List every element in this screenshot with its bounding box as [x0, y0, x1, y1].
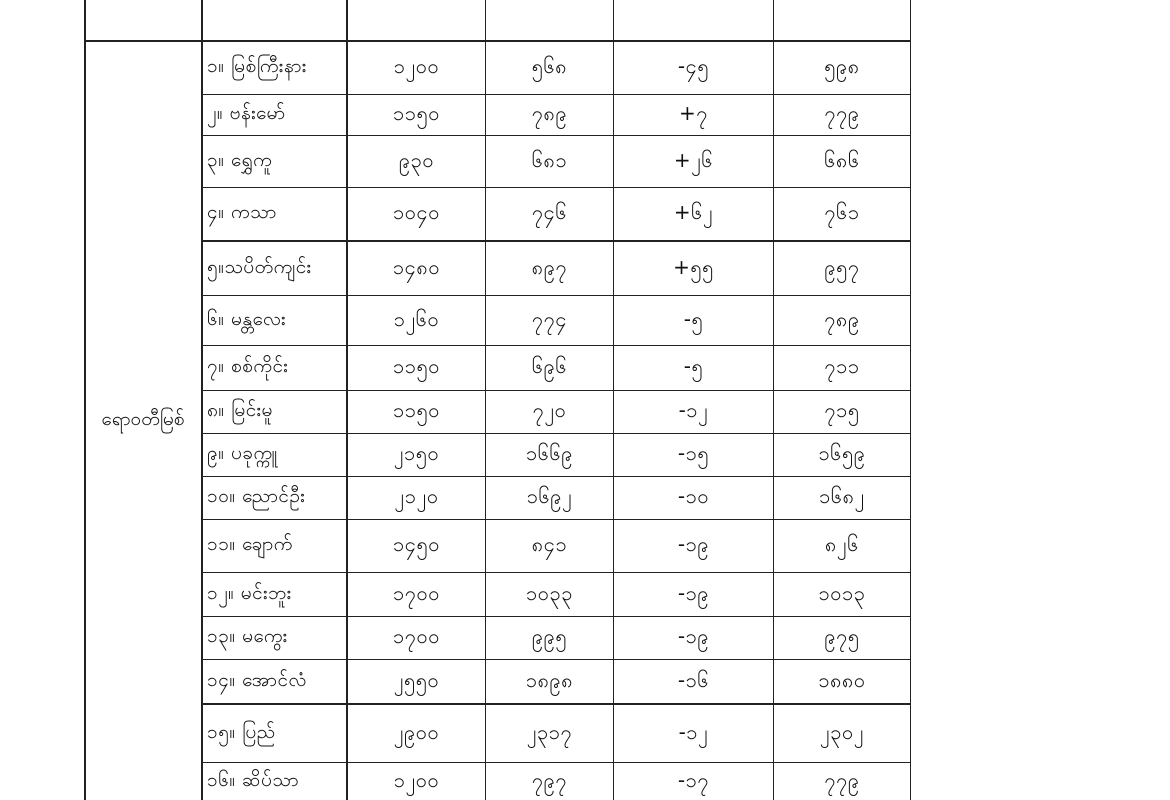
- station-name: ၁။ မြစ်ကြီးနား: [207, 55, 307, 77]
- value-col1: ၂၁၂၀: [394, 484, 439, 508]
- value-col1: ၁၁၅၀: [393, 354, 440, 378]
- value-col4: ၉၅၇: [824, 254, 860, 279]
- value-col3: +၆၂: [673, 200, 714, 224]
- value-col3: -၁၂: [678, 719, 709, 744]
- value-col3: -၁၉: [677, 624, 710, 648]
- value-col4: ၂၃၀၂: [819, 719, 865, 744]
- value-col4: ၇၁၁: [824, 354, 860, 378]
- value-col2: ၁၆၉၂: [526, 484, 573, 508]
- value-col3: -၅: [683, 354, 704, 378]
- value-col4: ၁၆၅၉: [818, 441, 866, 465]
- value-col3: -၅: [683, 306, 704, 331]
- value-col4: ၅၉၈: [824, 54, 860, 78]
- station-name: ၁၆။ ဆိပ်သာ: [207, 768, 300, 791]
- value-col3: -၁၆: [677, 667, 710, 692]
- station-name: ၄။ ကသာ: [207, 201, 277, 223]
- value-col1: ၁၁၅၀: [393, 101, 440, 125]
- value-col3: -၁၂: [678, 398, 709, 422]
- station-name: ၁၃။ မကွေး: [207, 625, 288, 647]
- station-name: ၅။သပိတ်ကျင်း: [207, 255, 312, 278]
- value-col2: ၈၉၇: [531, 254, 568, 279]
- value-col2: ၆၈၁: [531, 147, 568, 172]
- value-col3: -၁၉: [677, 580, 710, 605]
- station-name: ၉။ ပခုက္ကူ: [207, 442, 279, 464]
- value-col4: ၁၆၈၂: [819, 484, 865, 508]
- value-col4: ၇၇၉: [824, 767, 860, 792]
- value-col3: -၁၇: [677, 767, 710, 792]
- station-name: ၁၄။ အောင်လံ: [207, 668, 307, 691]
- value-col4: ၁၈၈၀: [818, 667, 866, 692]
- value-col4: ၉၇၅: [824, 624, 860, 648]
- value-col4: ၇၇၉: [824, 101, 860, 125]
- value-col1: ၁၇၀၀: [393, 624, 440, 648]
- value-col1: ၁၂၀၀: [393, 767, 440, 792]
- value-col2: ၇၉၇: [531, 767, 568, 792]
- value-col2: ၇၂၀: [532, 398, 567, 422]
- value-col1: ၁၂၆၀: [393, 306, 440, 331]
- value-col1: ၁၄၈၀: [392, 254, 441, 279]
- region-label: ရောဝတီမြစ်: [101, 408, 185, 430]
- value-col2: ၁၀၃၃: [526, 580, 573, 605]
- station-name: ၁၅။ ပြည်: [207, 720, 276, 743]
- value-col3: +၅၅: [673, 254, 714, 279]
- value-col3: -၁၉: [677, 532, 710, 556]
- value-col4: ၇၈၉: [824, 306, 860, 331]
- value-col1: ၁၀၄၀: [393, 200, 440, 224]
- value-col4: ၆၈၆: [824, 147, 860, 172]
- value-col1: ၁၄၅၀: [393, 532, 440, 556]
- value-col2: ၉၉၅: [531, 624, 568, 648]
- value-col3: -၁၀: [677, 484, 710, 508]
- station-name: ၁၂။ မင်းဘူး: [207, 581, 292, 604]
- station-name: ၇။ စစ်ကိုင်း: [207, 355, 289, 377]
- value-col2: ၇၇၄: [531, 306, 568, 331]
- value-col3: +၇: [678, 101, 708, 125]
- value-col3: -၄၅: [677, 54, 710, 78]
- value-col1: ၉၃၀: [398, 147, 435, 172]
- station-name: ၁၁။ ချောက်: [207, 533, 293, 555]
- value-col4: ၁၀၁၃: [818, 580, 866, 605]
- value-col1: ၂၅၅၀: [393, 667, 440, 692]
- station-name: ၈။ မြင်းမူ: [207, 399, 273, 421]
- value-col1: ၁၁၅၀: [393, 398, 440, 422]
- value-col2: ၁၆၆၉: [526, 441, 573, 465]
- value-col2: ၇၈၉: [531, 101, 568, 125]
- value-col2: ၈၄၁: [531, 532, 568, 556]
- value-col2: ၂၃၁၇: [526, 719, 573, 744]
- value-col4: ၇၁၅: [824, 398, 860, 422]
- col-rule: [910, 0, 911, 800]
- value-col1: ၁၇၀၀: [393, 580, 440, 605]
- value-col3: +၂၆: [673, 147, 714, 172]
- station-name: ၆။ မန္တလေး: [207, 307, 287, 330]
- value-col4: ၇၆၁: [824, 200, 860, 224]
- value-col1: ၂၁၅၀: [393, 441, 440, 465]
- station-name: ၁၀။ ညောင်ဦး: [207, 485, 306, 507]
- value-col2: ၇၄၆: [531, 200, 568, 224]
- value-col2: ၅၆၈: [531, 54, 568, 78]
- value-col2: ၆၉၆: [531, 354, 568, 378]
- station-name: ၂။ ဗန်းမော်: [207, 102, 286, 124]
- value-col1: ၁၂၀၀: [393, 54, 440, 78]
- value-col1: ၂၉၀၀: [393, 719, 440, 744]
- value-col3: -၁၅: [677, 441, 710, 465]
- value-col2: ၁၈၉၈: [525, 667, 574, 692]
- station-name: ၃။ ရွှေကူ: [207, 148, 273, 171]
- value-col4: ၈၂၆: [825, 532, 859, 556]
